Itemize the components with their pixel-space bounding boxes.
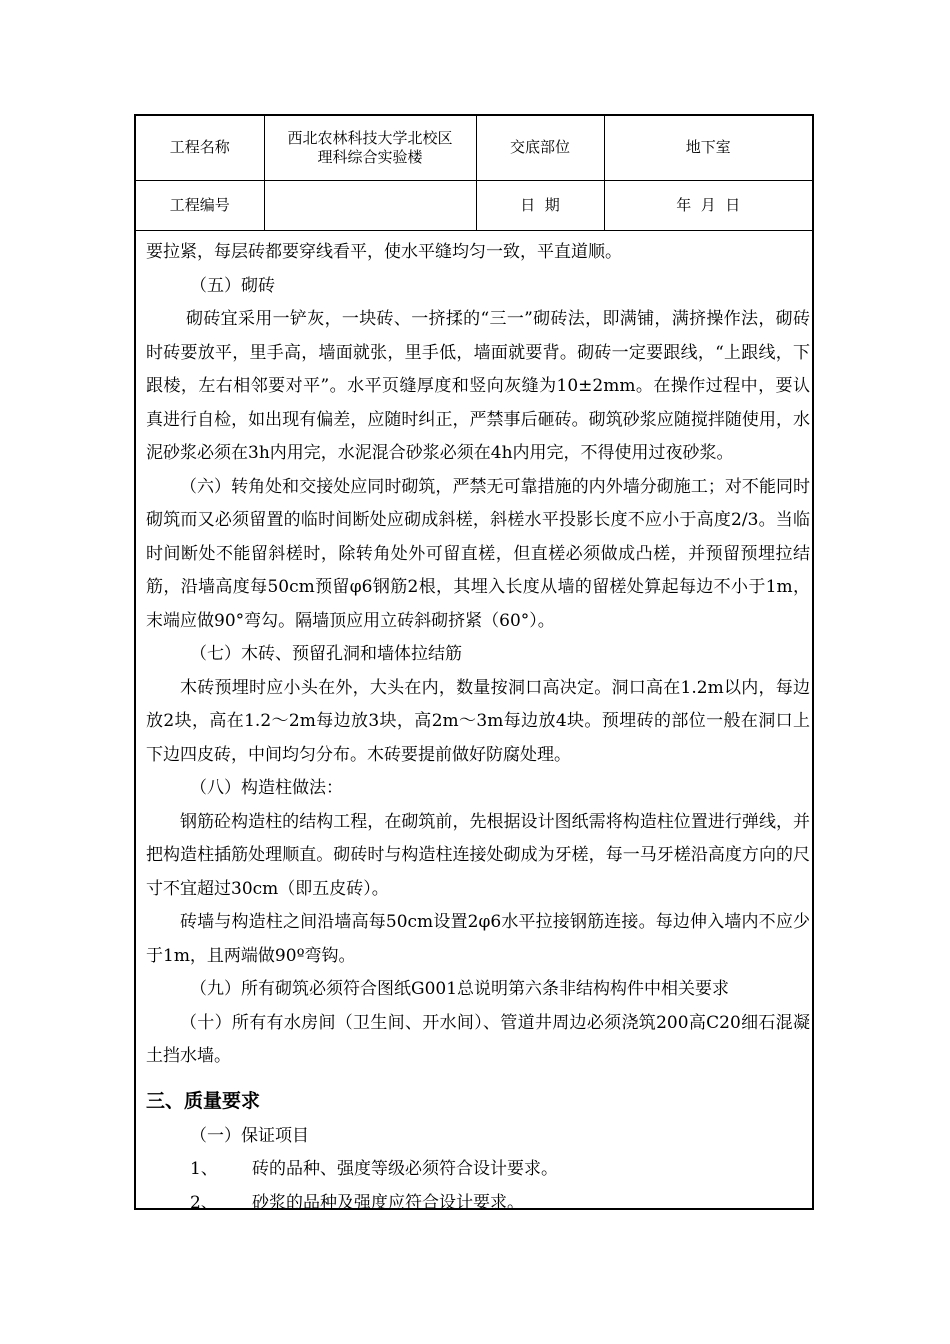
document-frame: [134, 114, 814, 1213]
list-item-text: 砂浆的品种及强度应符合设计要求。: [252, 1192, 524, 1213]
date-label: 日 期: [476, 180, 604, 230]
paragraph-corner-joints: （六）转角处和交接处应同时砌筑，严禁无可靠措施的内外墙分砌施工；对不能同时砌筑而又必须留置的临时间断处应砌成斜槎，斜槎水平投影长度不应小于高度2/3。当临时间断处不能留斜槎时，除转角处外可留直槎，但直槎必须做成凸槎，并预留预埋拉结筋，沿墙高度每50cm预留φ6钢筋2根，其埋入长度从墙的留槎处算起每边不小于1m，末端应做90°弯勾。隔墙顶应用立砖斜砌挤紧（60°）。: [146, 476, 810, 631]
subheading-structural-columns: （八）构造柱做法：: [190, 778, 343, 798]
paragraph-structural-columns: 钢筋砼构造柱的结构工程，在砌筑前，先根据设计图纸需将构造柱位置进行弹线，并把构造柱插筋处理顺直。砌砖时与构造柱连接处砌成为牙槎，每一马牙槎沿高度方向的尺寸不宜超过30cm（即五皮砖）。: [146, 811, 810, 899]
list-item: [146, 1187, 810, 1221]
project-number-label: 工程编号: [136, 180, 264, 230]
subheading-wood-bricks: （七）木砖、预留孔洞和墙体拉结筋: [190, 644, 462, 664]
handover-part-label: 交底部位: [476, 116, 604, 180]
document-body: [146, 236, 810, 1220]
paragraph-water-rooms: （十）所有有水房间（卫生间、开水间）、管道井周边必须浇筑200高C20细石混凝土挡水墙。: [146, 1012, 810, 1066]
paragraph-drawing-requirements: （九）所有砌筑必须符合图纸G001总说明第六条非结构构件中相关要求: [190, 979, 730, 999]
paragraph-masonry-method: 砌砖宜采用一铲灰，一块砖、一挤揉的“三一”砌砖法，即满铺，满挤操作法，砌砖时砖要放平，里手高，墙面就张，里手低，墙面就要背。砌砖一定要跟线，“上跟线，下跟棱，左右相邻要对平”。水平页缝厚度和竖向灰缝为10±2mm。在操作过程中，要认真进行自检，如出现有偏差，应随时纠正，严禁事后砸砖。砌筑砂浆应随搅拌随使用，水泥砂浆必须在3h内用完，水泥混合砂浆必须在4h内用完，不得使用过夜砂浆。: [146, 309, 810, 463]
subheading-guarantee-items: （一）保证项目: [190, 1125, 309, 1146]
paragraph-continuation: 要拉紧，每层砖都要穿线看平，使水平缝均匀一致，平直道顺。: [146, 242, 622, 262]
project-name-label: 工程名称: [136, 116, 264, 180]
date-value: 年 月 日: [604, 180, 812, 230]
project-name-value: [264, 116, 476, 180]
project-name-line1: 西北农林科技大学北校区: [287, 128, 453, 147]
project-number-value: [264, 180, 476, 230]
list-item-text: 砖的品种、强度等级必须符合设计要求。: [252, 1159, 558, 1179]
subheading-masonry: （五）砌砖: [190, 275, 275, 296]
project-name-line2: 理科综合实验楼: [317, 147, 423, 166]
paragraph-wood-bricks: 木砖预埋时应小头在外，大头在内，数量按洞口高决定。洞口高在1.2m以内，每边放2块，高在1.2～2m每边放3块，高2m～3m每边放4块。预埋砖的部位一般在洞口上下边四皮砖，中间均匀分布。木砖要提前做好防腐处理。: [146, 677, 810, 765]
section-quality-requirements: 三、质量要求: [146, 1089, 261, 1112]
list-item-number: 2、: [190, 1192, 218, 1213]
list-item: [146, 1153, 810, 1187]
handover-part-value: 地下室: [604, 116, 812, 180]
list-item-number: 1、: [190, 1159, 218, 1179]
paragraph-tie-bars: 砖墙与构造柱之间沿墙高每50cm设置2φ6水平拉接钢筋连接。每边伸入墙内不应少于1m，且两端做90º弯钩。: [146, 912, 810, 966]
header-table: [136, 116, 812, 231]
